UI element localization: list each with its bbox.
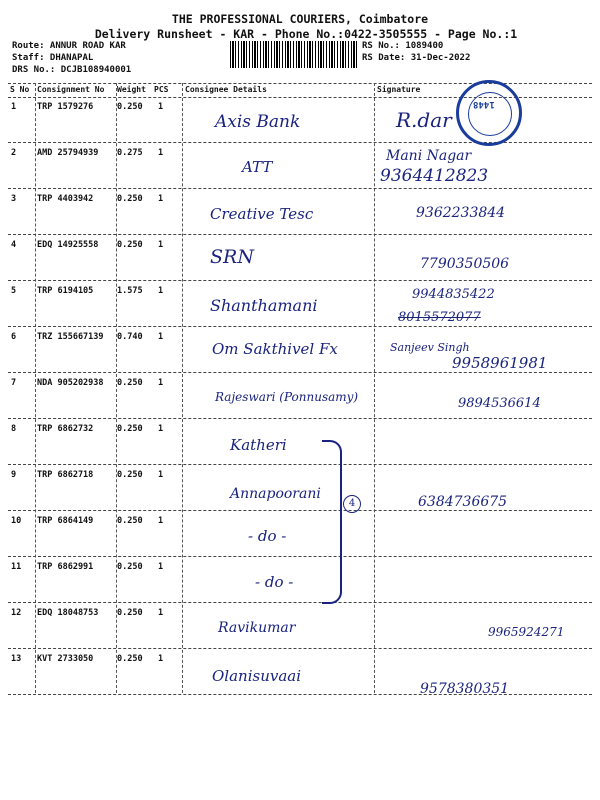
cell-sno: 4 [11, 240, 17, 250]
cell-consignment-no: TRP 6862991 [37, 562, 94, 572]
signature-mark: Sanjeev Singh [390, 341, 470, 354]
signature-mark: 7790350506 [420, 256, 510, 272]
signature-mark: R.dar [396, 108, 452, 132]
signature-mark: 9578380351 [420, 681, 510, 697]
signature-mark: 6384736675 [418, 494, 508, 510]
cell-sno: 7 [11, 378, 17, 388]
consignee-handwriting: ATT [242, 158, 273, 176]
consignee-handwriting: Katheri [230, 436, 287, 454]
consignee-handwriting: Creative Tesc [210, 205, 314, 223]
consignee-handwriting: Om Sakthivel Fx [212, 340, 338, 358]
cell-pcs: 1 [158, 562, 164, 572]
table-row [8, 418, 592, 465]
cell-consignment-no: TRP 4403942 [37, 194, 94, 204]
route-label: Route: ANNUR ROAD KAR [12, 41, 126, 51]
cell-weight: 0.250 [117, 194, 143, 204]
cell-sno: 11 [11, 562, 22, 572]
cell-weight: 0.250 [117, 654, 143, 664]
cell-weight: 0.250 [117, 240, 143, 250]
signature-mark: 9958961981 [452, 354, 548, 372]
runsheet-title: Delivery Runsheet - KAR - Phone No.:0422-3505555 - Page No.:1 [94, 27, 518, 41]
company-seal-stamp [456, 80, 522, 146]
cell-consignment-no: TRP 6862732 [37, 424, 94, 434]
cell-pcs: 1 [158, 516, 164, 526]
cell-sno: 6 [11, 332, 17, 342]
cell-pcs: 1 [158, 332, 164, 342]
cell-pcs: 1 [158, 240, 164, 250]
cell-consignment-no: TRP 6864149 [37, 516, 94, 526]
cell-pcs: 1 [158, 194, 164, 204]
cell-weight: 1.575 [117, 286, 143, 296]
cell-consignment-no: KVT 2733050 [37, 654, 94, 664]
cell-weight: 0.250 [117, 470, 143, 480]
signature-mark: 8015572077 [398, 310, 481, 325]
consignee-handwriting: Shanthamani [210, 296, 318, 315]
cell-pcs: 1 [158, 148, 164, 158]
consignee-handwriting: Annapoorani [230, 486, 321, 502]
rs-date: RS Date: 31-Dec-2022 [362, 53, 471, 63]
cell-consignment-no: EDQ 14925558 [37, 240, 99, 250]
cell-sno: 3 [11, 194, 17, 204]
col-consignment: Consignment No [37, 85, 105, 94]
cell-weight: 0.250 [117, 562, 143, 572]
cell-weight: 0.250 [117, 102, 143, 112]
cell-weight: 0.740 [117, 332, 143, 342]
cell-sno: 2 [11, 148, 17, 158]
cell-weight: 0.250 [117, 378, 143, 388]
table-row [8, 510, 592, 557]
cell-sno: 10 [11, 516, 22, 526]
signature-mark: 9364412823 [380, 166, 489, 186]
company-title: THE PROFESSIONAL COURIERS, Coimbatore [171, 12, 429, 26]
signature-mark: 9965924271 [488, 625, 565, 639]
col-pcs: PCS [154, 85, 169, 94]
cell-sno: 5 [11, 286, 17, 296]
cell-sno: 13 [11, 654, 22, 664]
consignee-handwriting: - do - [248, 527, 287, 545]
table-row [8, 142, 592, 189]
signature-mark: 9944835422 [412, 287, 495, 302]
cell-sno: 12 [11, 608, 22, 618]
signature-mark: Mani Nagar [386, 148, 472, 164]
cell-consignment-no: NDA 905202938 [37, 378, 104, 388]
cell-pcs: 1 [158, 470, 164, 480]
cell-consignment-no: AMD 25794939 [37, 148, 99, 158]
cell-weight: 0.275 [117, 148, 143, 158]
group-count-mark: 4 [343, 495, 361, 513]
cell-consignment-no: TRP 6194105 [37, 286, 94, 296]
cell-consignment-no: EDQ 18048753 [37, 608, 99, 618]
cell-pcs: 1 [158, 654, 164, 664]
col-weight: Weight [117, 85, 146, 94]
cell-weight: 0.250 [117, 424, 143, 434]
cell-pcs: 1 [158, 608, 164, 618]
cell-weight: 0.250 [117, 608, 143, 618]
cell-consignment-no: TRZ 155667139 [37, 332, 104, 342]
grouping-bracket [322, 440, 342, 604]
cell-pcs: 1 [158, 424, 164, 434]
signature-mark: 9362233844 [416, 205, 506, 221]
signature-mark: 9894536614 [458, 396, 541, 411]
cell-sno: 1 [11, 102, 17, 112]
col-signature: Signature [377, 85, 421, 94]
consignee-handwriting: Olanisuvaai [212, 667, 302, 685]
consignee-handwriting: SRN [210, 246, 254, 268]
cell-weight: 0.250 [117, 516, 143, 526]
stamp-number: 1448 [473, 99, 495, 109]
table-row [8, 556, 592, 603]
cell-pcs: 1 [158, 102, 164, 112]
cell-sno: 8 [11, 424, 17, 434]
col-consignee: Consignee Details [185, 85, 267, 94]
cell-pcs: 1 [158, 378, 164, 388]
consignee-handwriting: Ravikumar [218, 620, 296, 636]
barcode [230, 41, 358, 68]
consignee-handwriting: Rajeswari (Ponnusamy) [215, 390, 359, 404]
cell-consignment-no: TRP 6862718 [37, 470, 94, 480]
staff-label: Staff: DHANAPAL [12, 53, 94, 63]
cell-pcs: 1 [158, 286, 164, 296]
consignee-handwriting: Axis Bank [215, 112, 301, 132]
rs-number: RS No.: 1089400 [362, 41, 444, 51]
consignee-handwriting: - do - [255, 573, 294, 591]
cell-consignment-no: TRP 1579276 [37, 102, 94, 112]
drs-number: DRS No.: DCJB108940001 [12, 65, 132, 75]
col-sno: S No [10, 85, 30, 94]
cell-sno: 9 [11, 470, 17, 480]
